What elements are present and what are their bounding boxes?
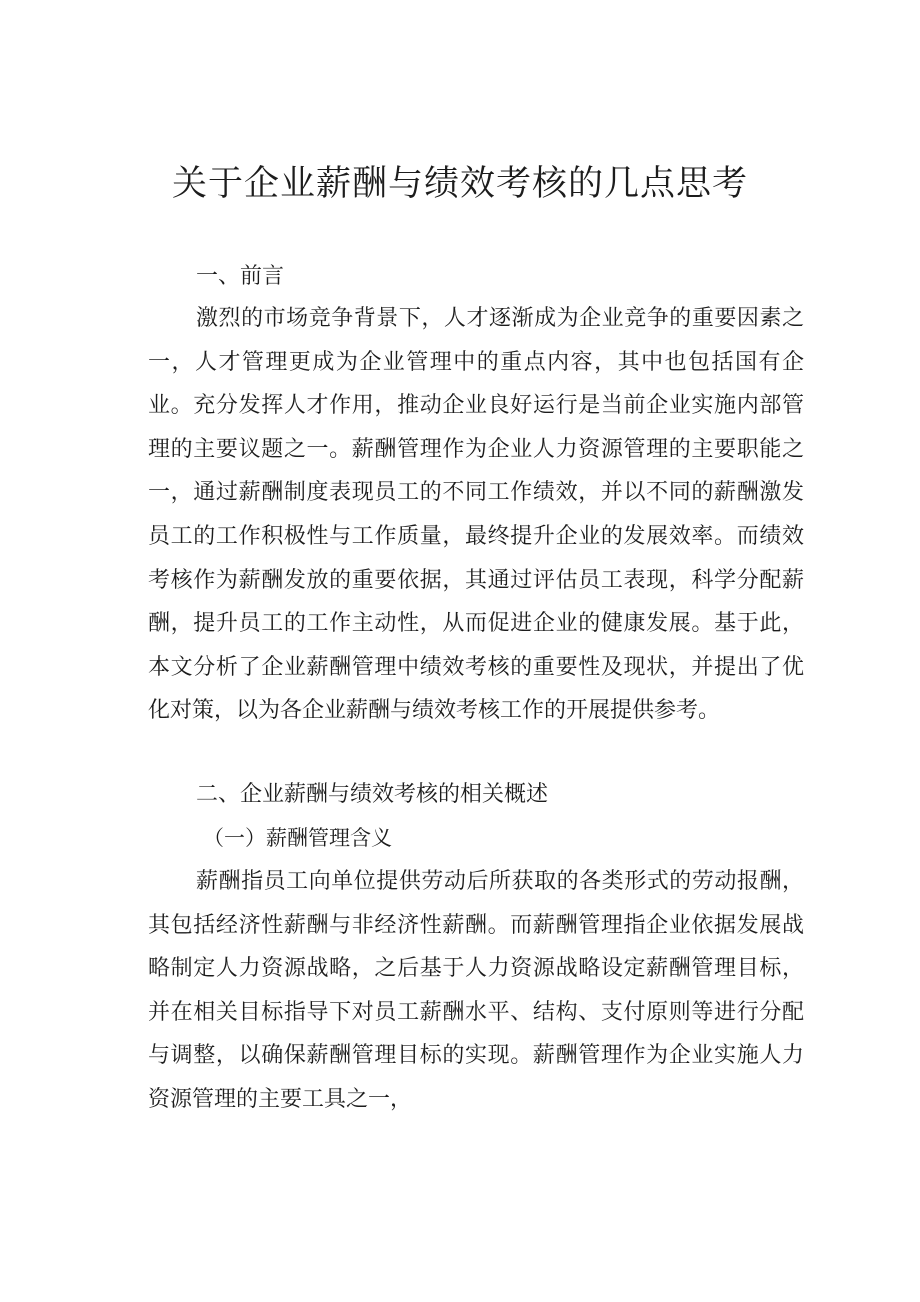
section-heading-overview: 二、企业薪酬与绩效考核的相关概述: [196, 782, 549, 807]
section-heading-preface: 一、前言: [196, 264, 285, 289]
document-title: 关于企业薪酬与绩效考核的几点思考: [171, 164, 748, 204]
subsection-heading-compensation-meaning: （一）薪酬管理含义: [203, 826, 392, 850]
preface-paragraph: 激烈的市场竞争背景下，人才逐渐成为企业竞争的重要因素之一，人才管理更成为企业管理中的重点内容，其中也包括国有企业。充分发挥人才作用，推动企业良好运行是当前企业实施内部管理的主要议题之一。薪酬管理作为企业人力资源管理的主要职能之一，通过薪酬制度表现员工的不同工作绩效，并以不同的薪酬激发员工的工作积极性与工作质量，最终提升企业的发展效率。而绩效考核作为薪酬发放的重要依据，其通过评估员工表现，科学分配薪酬，提升员工的工作主动性，从而促进企业的健康发展。基于此，本文分析了企业薪酬管理中绩效考核的重要性及现状，并提出了优化对策，以为各企业薪酬与绩效考核工作的开展提供参考。: [148, 306, 804, 724]
compensation-meaning-paragraph: 薪酬指员工向单位提供劳动后所获取的各类形式的劳动报酬，其包括经济性薪酬与非经济性薪酬。而薪酬管理指企业依据发展战略制定人力资源战略，之后基于人力资源战略设定薪酬管理目标，并在相关目标指导下对员工薪酬水平、结构、支付原则等进行分配与调整，以确保薪酬管理目标的实现。薪酬管理作为企业实施人力资源管理的主要工具之一，: [148, 869, 804, 1112]
